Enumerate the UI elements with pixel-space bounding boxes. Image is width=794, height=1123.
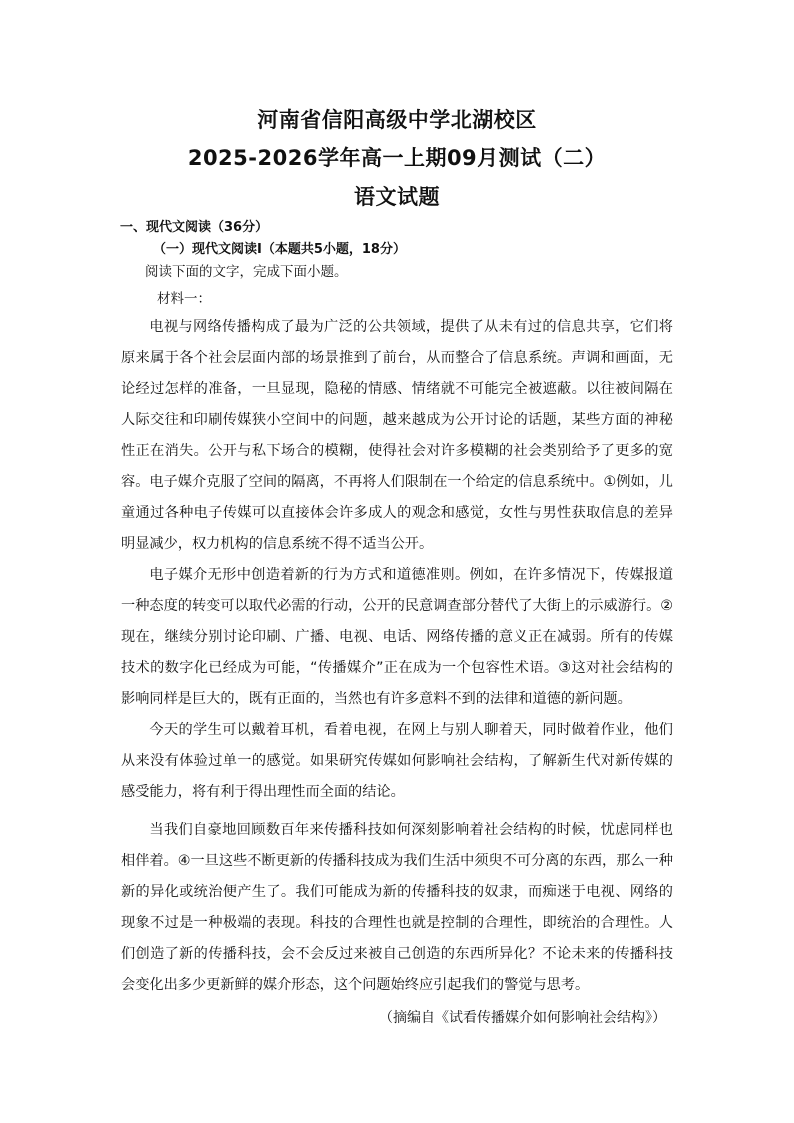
school-title: 河南省信阳高级中学北湖校区	[257, 108, 537, 132]
paragraph-2: 电子媒介克服了空间的隔离，不再将人们限制在一个给定的信息系统中。①例如，儿童通过各种电子传媒可以直接体会许多成人的观念和感觉，女性与男性获取信息的差异明显减少，权力机构的信息系统不得不适当公开。	[121, 474, 673, 552]
paragraph-1: 电视与网络传播构成了最为广泛的公共领域，提供了从未有过的信息共享，它们将原来属于各个社会层面内部的场景推到了前台，从而整合了信息系统。声调和画面，无论经过怎样的准备，一旦显现，隐秘的情感、情绪就不可能完全被遮蔽。以往被间隔在人际交往和印刷传媒狭小空间中的问题，越来越成为公开讨论的话题，某些方面的神秘性正在消失。公开与私下场合的模糊，使得社会对许多模糊的社会类别给予了更多的宽容。	[121, 319, 673, 490]
section-subheading: （一）现代文阅读Ⅰ（本题共5小题，18分）	[153, 242, 406, 257]
paragraph-3: 电子媒介无形中创造着新的行为方式和道德准则。例如，在许多情况下，传媒报道一种态度的转变可以取代必需的行动，公开的民意调查部分替代了大街上的示威游行。②现在，继续分别讨论印刷、广播、电视、电话、网络传播的意义正在减弱。所有的传媒技术的数字化已经成为可能，“传播媒介”正在成为一个包容性术语。③这对社会结构的影响同样是巨大的，既有正面的，当然也有许多意料不到的法律和道德的新问题。	[121, 567, 673, 707]
section-heading: 一、现代文阅读（36分）	[120, 220, 269, 235]
material-label: 材料一：	[157, 291, 211, 307]
exam-title: 2025-2026学年高一上期09月测试（二）	[187, 146, 607, 170]
subject-title: 语文试题	[354, 185, 440, 209]
paragraph-5: 当我们自豪地回顾数百年来传播科技如何深刻影响着社会结构的时候，忧虑同样也相伴着。④一旦这些不断更新的传播科技成为我们生活中须臾不可分离的东西，那么一种新的异化或统治便产生了。我们可能成为新的传播科技的奴隶，而痴迷于电视、网络的现象不过是一种极端的表现。科技的合理性也就是控制的合理性，即统治的合理性。人们创造了新的传播科技，会不会反过来被自己创造的东西所异化？不论未来的传播科技会变化出多少更新鲜的媒介形态，这个问题始终应引起我们的警觉与思考。	[121, 822, 673, 993]
paragraph-4: 今天的学生可以戴着耳机，看着电视，在网上与别人聊着天，同时做着作业，他们从来没有体验过单一的感觉。如果研究传媒如何影响社会结构，了解新生代对新传媒的感受能力，将有利于得出理性而全面的结论。	[121, 722, 673, 800]
source-citation: （摘编自《试看传播媒介如何影响社会结构》）	[379, 1010, 666, 1026]
reading-instruction: 阅读下面的文字，完成下面小题。	[145, 264, 348, 280]
